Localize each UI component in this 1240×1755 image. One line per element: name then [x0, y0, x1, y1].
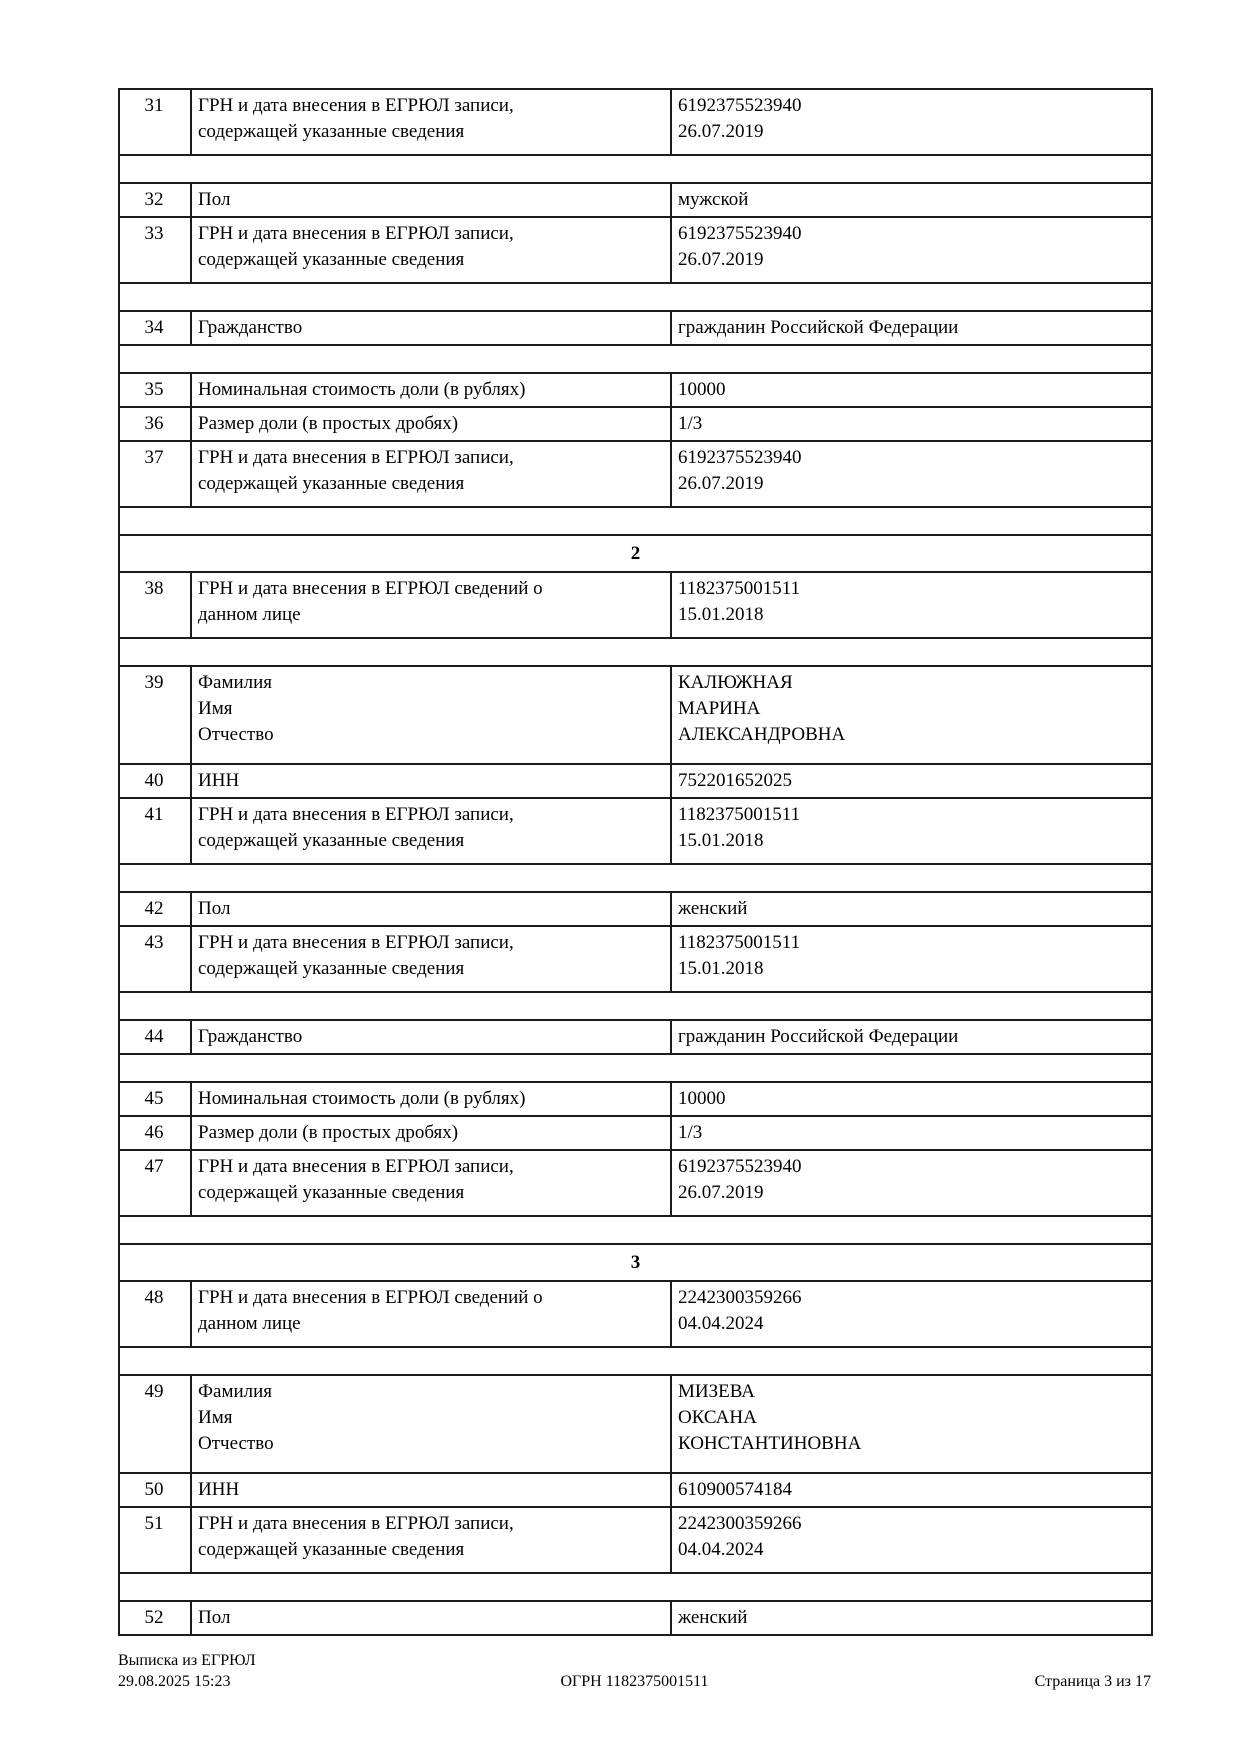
row-label: [191, 441, 671, 507]
row-label: [191, 373, 671, 407]
row-number: 52: [119, 1601, 191, 1635]
row-value-line: МИЗЕВА: [678, 1381, 755, 1402]
row-label: [191, 892, 671, 926]
row-label: [191, 1116, 671, 1150]
row-value-line: 26.07.2019: [678, 121, 764, 142]
table-row: [119, 407, 1152, 441]
row-value: [671, 572, 1152, 638]
row-value: [671, 666, 1152, 764]
egrul-table-body: [119, 89, 1152, 1635]
row-value-line: 6192375523940: [678, 223, 802, 244]
row-value-line: АЛЕКСАНДРОВНА: [678, 724, 846, 745]
spacer-cell: [119, 155, 1152, 183]
row-label-line: ГРН и дата внесения в ЕГРЮЛ записи,: [198, 95, 514, 116]
row-number: 37: [119, 441, 191, 507]
table-row: [119, 572, 1152, 638]
row-value: [671, 441, 1152, 507]
row-label-line: содержащей указанные сведения: [198, 1182, 465, 1203]
row-label-line: данном лице: [198, 604, 301, 625]
spacer-row: [119, 155, 1152, 183]
row-label: [191, 1507, 671, 1573]
spacer-row: [119, 864, 1152, 892]
row-value-line: 6192375523940: [678, 95, 802, 116]
row-label: [191, 1473, 671, 1507]
row-value: [671, 1473, 1152, 1507]
row-label-line: Имя: [198, 1407, 233, 1428]
page-footer: [118, 1650, 1151, 1698]
row-number: 51: [119, 1507, 191, 1573]
row-number: 36: [119, 407, 191, 441]
footer-ogrn: ОГРН 1182375001511: [560, 1673, 709, 1690]
table-row: [119, 1601, 1152, 1635]
row-label: [191, 1375, 671, 1473]
spacer-row: [119, 992, 1152, 1020]
row-value: [671, 1507, 1152, 1573]
row-value: [671, 1020, 1152, 1054]
row-label-line: Гражданство: [198, 317, 303, 338]
row-label-line: ГРН и дата внесения в ЕГРЮЛ сведений о: [198, 578, 543, 599]
row-value-line: женский: [678, 898, 748, 919]
row-value-line: 6192375523940: [678, 1156, 802, 1177]
row-value-line: 1182375001511: [678, 804, 801, 825]
row-value-line: КОНСТАНТИНОВНА: [678, 1433, 862, 1454]
row-value: [671, 183, 1152, 217]
spacer-cell: [119, 864, 1152, 892]
table-row: [119, 311, 1152, 345]
row-value-line: 1/3: [678, 413, 703, 434]
row-label-line: Номинальная стоимость доли (в рублях): [198, 379, 526, 400]
row-label-line: содержащей указанные сведения: [198, 121, 465, 142]
row-label-line: ИНН: [198, 770, 240, 791]
table-row: [119, 798, 1152, 864]
row-label-line: ГРН и дата внесения в ЕГРЮЛ записи,: [198, 804, 514, 825]
row-number: 32: [119, 183, 191, 217]
row-label: [191, 666, 671, 764]
row-value-line: 04.04.2024: [678, 1539, 764, 1560]
row-number: 49: [119, 1375, 191, 1473]
spacer-row: [119, 1347, 1152, 1375]
table-row: [119, 1020, 1152, 1054]
row-label-line: Гражданство: [198, 1026, 303, 1047]
row-value-line: мужской: [678, 189, 749, 210]
row-value: [671, 217, 1152, 283]
row-value-line: 04.04.2024: [678, 1313, 764, 1334]
row-label: [191, 798, 671, 864]
table-row: [119, 892, 1152, 926]
row-number: 39: [119, 666, 191, 764]
row-label-line: Имя: [198, 698, 233, 719]
row-label-line: ГРН и дата внесения в ЕГРЮЛ записи,: [198, 447, 514, 468]
row-value: [671, 1082, 1152, 1116]
row-value: [671, 892, 1152, 926]
row-number: 44: [119, 1020, 191, 1054]
spacer-cell: [119, 507, 1152, 535]
row-label-line: Фамилия: [198, 1381, 273, 1402]
row-value-line: 2242300359266: [678, 1513, 802, 1534]
row-label: [191, 572, 671, 638]
row-value-line: 10000: [678, 379, 726, 400]
row-label-line: Отчество: [198, 724, 274, 745]
row-label-line: Отчество: [198, 1433, 274, 1454]
section-number: 2: [119, 535, 1152, 572]
row-number: 48: [119, 1281, 191, 1347]
row-value: [671, 373, 1152, 407]
table-row: [119, 1116, 1152, 1150]
row-value-line: гражданин Российской Федерации: [678, 317, 959, 338]
table-row: [119, 764, 1152, 798]
row-number: 47: [119, 1150, 191, 1216]
row-value: [671, 1116, 1152, 1150]
spacer-cell: [119, 1573, 1152, 1601]
row-number: 41: [119, 798, 191, 864]
row-number: 43: [119, 926, 191, 992]
row-number: 45: [119, 1082, 191, 1116]
row-value: [671, 764, 1152, 798]
spacer-row: [119, 1573, 1152, 1601]
row-value-line: ОКСАНА: [678, 1407, 757, 1428]
row-value-line: 1182375001511: [678, 932, 801, 953]
row-value-line: 1182375001511: [678, 578, 801, 599]
row-value: [671, 89, 1152, 155]
row-value-line: 15.01.2018: [678, 604, 764, 625]
row-label-line: содержащей указанные сведения: [198, 1539, 465, 1560]
row-label: [191, 217, 671, 283]
row-value: [671, 311, 1152, 345]
spacer-cell: [119, 283, 1152, 311]
row-value-line: 26.07.2019: [678, 249, 764, 270]
table-row: [119, 666, 1152, 764]
row-label-line: содержащей указанные сведения: [198, 473, 465, 494]
row-label-line: содержащей указанные сведения: [198, 830, 465, 851]
row-label: [191, 764, 671, 798]
spacer-cell: [119, 992, 1152, 1020]
row-label: [191, 89, 671, 155]
row-value: [671, 407, 1152, 441]
row-label: [191, 183, 671, 217]
table-row: [119, 1507, 1152, 1573]
table-row: [119, 1150, 1152, 1216]
row-value-line: 10000: [678, 1088, 726, 1109]
spacer-row: [119, 1054, 1152, 1082]
row-value-line: 15.01.2018: [678, 830, 764, 851]
row-value: [671, 1281, 1152, 1347]
spacer-cell: [119, 1054, 1152, 1082]
table-row: [119, 183, 1152, 217]
table-row: [119, 217, 1152, 283]
spacer-cell: [119, 1216, 1152, 1244]
row-value-line: женский: [678, 1607, 748, 1628]
row-value: [671, 926, 1152, 992]
row-label-line: данном лице: [198, 1313, 301, 1334]
row-label-line: Размер доли (в простых дробях): [198, 1122, 459, 1143]
table-row: [119, 1281, 1152, 1347]
row-number: 38: [119, 572, 191, 638]
row-number: 31: [119, 89, 191, 155]
row-value-line: 6192375523940: [678, 447, 802, 468]
footer-page-number: Страница 3 из 17: [1034, 1673, 1151, 1690]
row-value-line: МАРИНА: [678, 698, 761, 719]
row-number: 33: [119, 217, 191, 283]
table-row: [119, 926, 1152, 992]
row-value-line: 15.01.2018: [678, 958, 764, 979]
spacer-cell: [119, 1347, 1152, 1375]
row-value: [671, 1601, 1152, 1635]
row-label-line: ГРН и дата внесения в ЕГРЮЛ записи,: [198, 932, 514, 953]
section-number: 3: [119, 1244, 1152, 1281]
footer-timestamp: 29.08.2025 15:23: [118, 1673, 231, 1690]
row-value-line: гражданин Российской Федерации: [678, 1026, 959, 1047]
section-header-row: [119, 535, 1152, 572]
table-row: [119, 89, 1152, 155]
row-label-line: Пол: [198, 898, 231, 919]
row-number: 42: [119, 892, 191, 926]
row-value: [671, 798, 1152, 864]
row-number: 34: [119, 311, 191, 345]
row-label: [191, 311, 671, 345]
spacer-row: [119, 507, 1152, 535]
section-header-row: [119, 1244, 1152, 1281]
table-row: [119, 1473, 1152, 1507]
row-number: 40: [119, 764, 191, 798]
spacer-cell: [119, 345, 1152, 373]
row-number: 46: [119, 1116, 191, 1150]
row-label: [191, 1020, 671, 1054]
row-label: [191, 1082, 671, 1116]
row-label-line: Номинальная стоимость доли (в рублях): [198, 1088, 526, 1109]
footer-doc-title: Выписка из ЕГРЮЛ: [118, 1652, 256, 1669]
row-label-line: содержащей указанные сведения: [198, 958, 465, 979]
table-row: [119, 441, 1152, 507]
row-number: 35: [119, 373, 191, 407]
row-label-line: ГРН и дата внесения в ЕГРЮЛ записи,: [198, 223, 514, 244]
row-label: [191, 407, 671, 441]
row-value-line: КАЛЮЖНАЯ: [678, 672, 793, 693]
row-value-line: 610900574184: [678, 1479, 792, 1500]
row-value-line: 752201652025: [678, 770, 792, 791]
row-value-line: 26.07.2019: [678, 473, 764, 494]
row-label-line: содержащей указанные сведения: [198, 249, 465, 270]
row-label-line: Размер доли (в простых дробях): [198, 413, 459, 434]
spacer-row: [119, 1216, 1152, 1244]
row-label: [191, 926, 671, 992]
row-label-line: Пол: [198, 189, 231, 210]
table-row: [119, 373, 1152, 407]
spacer-row: [119, 345, 1152, 373]
row-label-line: Фамилия: [198, 672, 273, 693]
row-number: 50: [119, 1473, 191, 1507]
row-label-line: Пол: [198, 1607, 231, 1628]
table-row: [119, 1082, 1152, 1116]
row-label: [191, 1281, 671, 1347]
row-value-line: 26.07.2019: [678, 1182, 764, 1203]
row-label-line: ГРН и дата внесения в ЕГРЮЛ записи,: [198, 1156, 514, 1177]
row-label-line: ИНН: [198, 1479, 240, 1500]
row-value-line: 1/3: [678, 1122, 703, 1143]
row-value: [671, 1150, 1152, 1216]
row-value-line: 2242300359266: [678, 1287, 802, 1308]
table-row: [119, 1375, 1152, 1473]
spacer-row: [119, 283, 1152, 311]
row-label: [191, 1601, 671, 1635]
spacer-cell: [119, 638, 1152, 666]
row-label: [191, 1150, 671, 1216]
egrul-table: [118, 88, 1153, 1636]
row-value: [671, 1375, 1152, 1473]
row-label-line: ГРН и дата внесения в ЕГРЮЛ сведений о: [198, 1287, 543, 1308]
spacer-row: [119, 638, 1152, 666]
row-label-line: ГРН и дата внесения в ЕГРЮЛ записи,: [198, 1513, 514, 1534]
